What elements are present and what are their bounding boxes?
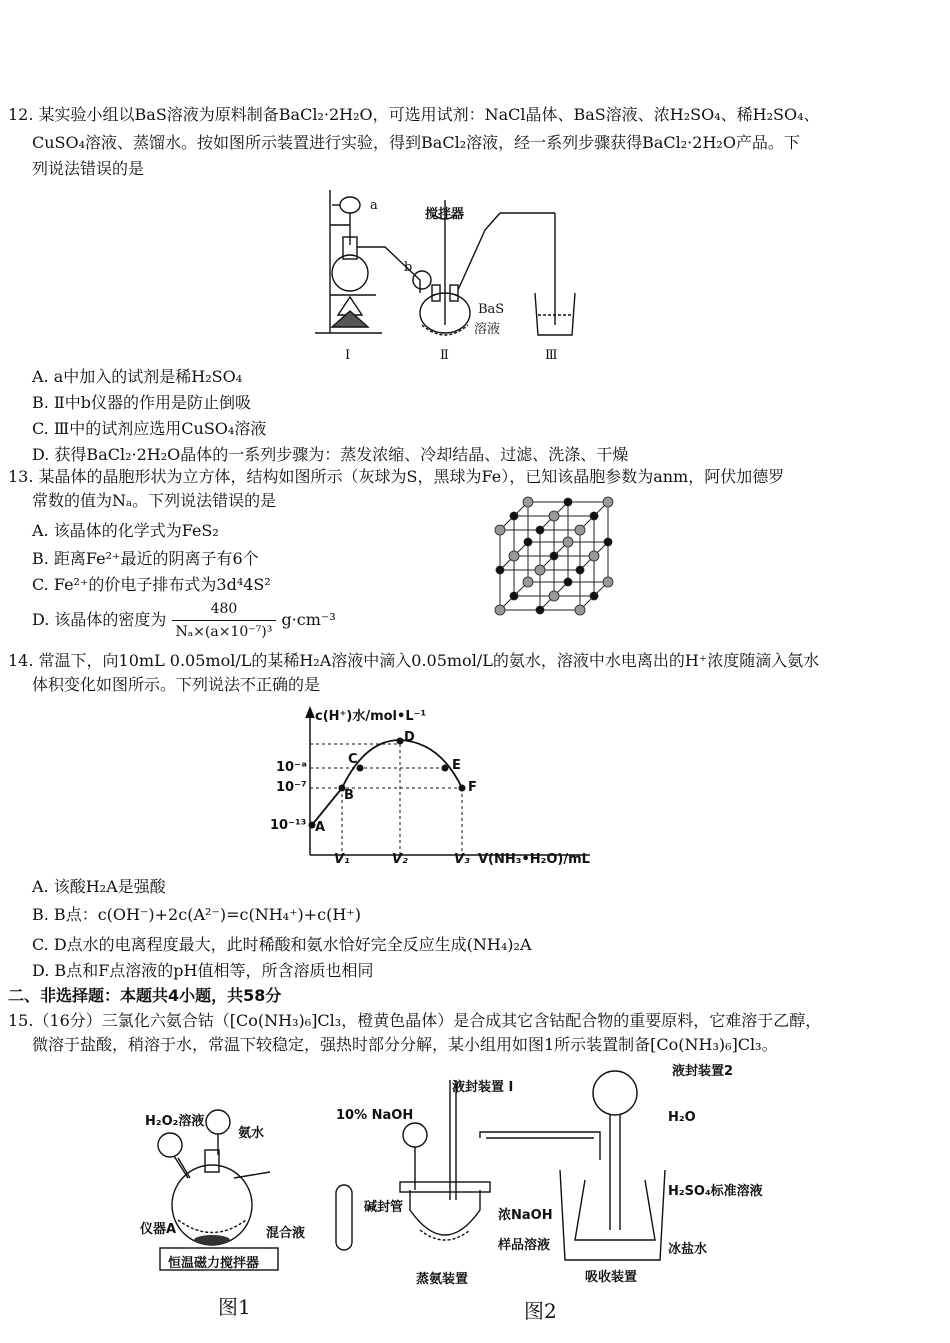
chart-ytick-a: 10⁻ᵃ [276, 760, 307, 775]
sulfur-atom [563, 537, 573, 547]
sulfur-atom [603, 577, 613, 587]
fig2-label-sample: 样品溶液 [498, 1238, 551, 1253]
iron-atom [550, 552, 558, 560]
fig1-label-instrument-a: 仪器A [140, 1222, 177, 1237]
fig1-label-nh3: 氨水 [238, 1126, 265, 1141]
q12-option-d: D. 获得BaCl₂·2H₂O晶体的一系列步骤为：蒸发浓缩、冷却结晶、过滤、洗涤、干燥 [32, 445, 629, 464]
iron-atom [564, 578, 572, 586]
sulfur-atom [523, 497, 533, 507]
q13-crystal-cell-figure [490, 490, 620, 615]
q13-option-b: B. 距离Fe²⁺最近的阴离子有6个 [32, 549, 259, 568]
sulfur-atom [495, 605, 505, 615]
chart-label-e: E [452, 758, 461, 773]
point-d [397, 738, 404, 745]
q12-label-II: Ⅱ [440, 348, 449, 363]
q12-option-a: A. a中加入的试剂是稀H₂SO₄ [32, 367, 243, 386]
chart-label-d: D [404, 730, 415, 745]
fig2-label-absorb: 吸收装置 [585, 1270, 638, 1285]
q14-stem-line1: 14. 常温下，向10mL 0.05mol/L的某稀H₂A溶液中滴入0.05mol/L的氨水，溶液中水电离出的H⁺浓度随滴入氨水 [8, 651, 820, 670]
q14-option-a: A. 该酸H₂A是强酸 [32, 877, 166, 896]
q12-label-I: I [345, 348, 351, 363]
q12-label-III: Ⅲ [545, 348, 558, 363]
iron-atom [524, 538, 532, 546]
section-2-heading: 二、非选择题：本题共4小题，共58分 [8, 986, 282, 1005]
sulfur-atom [549, 511, 559, 521]
q15-stem-line2: 微溶于盐酸，稍溶于水，常温下较稳定，强热时部分分解，某小组用如图1所示装置制备[Co(NH₃)₆]Cl₃。 [32, 1035, 778, 1054]
q12-option-c: C. Ⅲ中的试剂应选用CuSO₄溶液 [32, 419, 267, 438]
point-e [442, 765, 449, 772]
q12-label-stirrer: 搅拌器 [425, 207, 465, 222]
sulfur-atom [575, 525, 585, 535]
q13-d-prefix: D. 该晶体的密度为 [32, 610, 167, 629]
point-c [357, 765, 364, 772]
sulfur-atom [535, 565, 545, 575]
fig2-label-seal2: 液封装置2 [672, 1064, 734, 1079]
chart-label-f: F [468, 780, 477, 795]
q12-stem-line2: CuSO₄溶液、蒸馏水。按如图所示装置进行实验，得到BaCl₂溶液，经一系列步骤获得BaCl₂·2H₂O产品。下 [32, 133, 800, 152]
q12-stem-line3: 列说法错误的是 [32, 159, 145, 178]
q14-option-c: C. D点水的电离程度最大，此时稀酸和氨水恰好完全反应生成(NH₄)₂A [32, 935, 532, 954]
q14-option-b: B. B点：c(OH⁻)+2c(A²⁻)=c(NH₄⁺)+c(H⁺) [32, 905, 362, 924]
sulfur-atom [603, 497, 613, 507]
fig2-label-ice: 冰盐水 [668, 1242, 708, 1257]
iron-atom [590, 592, 598, 600]
fig2-label-naoh10: 10% NaOH [336, 1108, 414, 1123]
q13-stem-line1: 13. 某晶体的晶胞形状为立方体，结构如图所示（灰球为S，黑球为Fe），已知该晶胞参数为anm，阿伏加德罗 [8, 467, 785, 486]
chart-y-arrow [306, 708, 314, 718]
q13-density-unit: g·cm⁻³ [281, 610, 336, 629]
q13-option-d [32, 598, 336, 643]
fig2-label-alkali: 碱封管 [364, 1200, 404, 1215]
q12-label-solution: 溶液 [474, 322, 501, 337]
fig2-label-h2so4: H₂SO₄标准溶液 [668, 1184, 763, 1199]
sulfur-atom [549, 591, 559, 601]
chart-xtick-v2: V₂ [392, 852, 408, 867]
iron-atom [536, 606, 544, 614]
figure1-caption: 图1 [218, 1295, 251, 1319]
sulfur-atom [575, 605, 585, 615]
iron-atom [536, 526, 544, 534]
fig1-label-mixture: 混合液 [266, 1226, 306, 1241]
fig1-label-stirrer: 恒温磁力搅拌器 [168, 1256, 260, 1271]
fig2-label-seal1: 液封装置 I [452, 1080, 514, 1095]
sulfur-atom [495, 525, 505, 535]
q13-density-numerator: 480 [172, 598, 277, 621]
chart-ytick-13: 10⁻¹³ [270, 818, 307, 833]
fig2-label-h2o: H₂O [668, 1110, 696, 1125]
fig2-label-conc-naoh: 浓NaOH [498, 1208, 553, 1223]
chart-ylabel: c(H⁺)水/mol•L⁻¹ [315, 709, 427, 724]
chart-ytick-7: 10⁻⁷ [276, 780, 307, 795]
q14-stem-line2: 体积变化如图所示。下列说法不正确的是 [32, 675, 321, 694]
chart-label-a: A [315, 820, 326, 835]
q13-stem-line2: 常数的值为Nₐ。下列说法错误的是 [32, 491, 277, 510]
iron-atom [564, 498, 572, 506]
q13-density-denominator: Nₐ×(a×10⁻⁷)³ [175, 624, 273, 640]
sulfur-atom [509, 551, 519, 561]
q13-option-c: C. Fe²⁺的价电子排布式为3d⁴4S² [32, 575, 271, 594]
chart-curve [312, 740, 462, 825]
q12-label-b: b [404, 260, 413, 275]
iron-atom [496, 566, 504, 574]
chart-xlabel: V(NH₃•H₂O)/mL [478, 852, 590, 867]
chart-xtick-v1: V₁ [334, 852, 350, 867]
chart-label-b: B [344, 788, 354, 803]
chart-label-c: C [348, 752, 358, 767]
iron-atom [604, 538, 612, 546]
q12-stem-line1: 12. 某实验小组以BaS溶液为原料制备BaCl₂·2H₂O，可选用试剂：NaCl晶体、BaS溶液、浓H₂SO₄、稀H₂SO₄、 [8, 105, 820, 124]
q12-label-a: a [370, 198, 378, 213]
chart-xtick-v3: V₃ [454, 852, 470, 867]
iron-atom [576, 566, 584, 574]
fig1-label-h2o2: H₂O₂溶液 [145, 1114, 205, 1129]
sulfur-atom [523, 577, 533, 587]
iron-atom [510, 512, 518, 520]
q12-option-b: B. Ⅱ中b仪器的作用是防止倒吸 [32, 393, 252, 412]
iron-atom [590, 512, 598, 520]
q13-option-a: A. 该晶体的化学式为FeS₂ [32, 521, 219, 540]
q15-stem-line1: 15.（16分）三氯化六氨合钴（[Co(NH₃)₆]Cl₃，橙黄色晶体）是合成其它含钴配合物的重要原料，它难溶于乙醇， [8, 1011, 822, 1030]
fig2-label-distill: 蒸氨装置 [416, 1272, 469, 1287]
q12-label-bas: BaS [478, 302, 505, 317]
q13-density-fraction [172, 598, 277, 643]
figure2-caption: 图2 [524, 1299, 557, 1323]
iron-atom [510, 592, 518, 600]
q14-option-d: D. B点和F点溶液的pH值相等，所含溶质也相同 [32, 961, 374, 980]
point-f [459, 785, 466, 792]
sulfur-atom [589, 551, 599, 561]
